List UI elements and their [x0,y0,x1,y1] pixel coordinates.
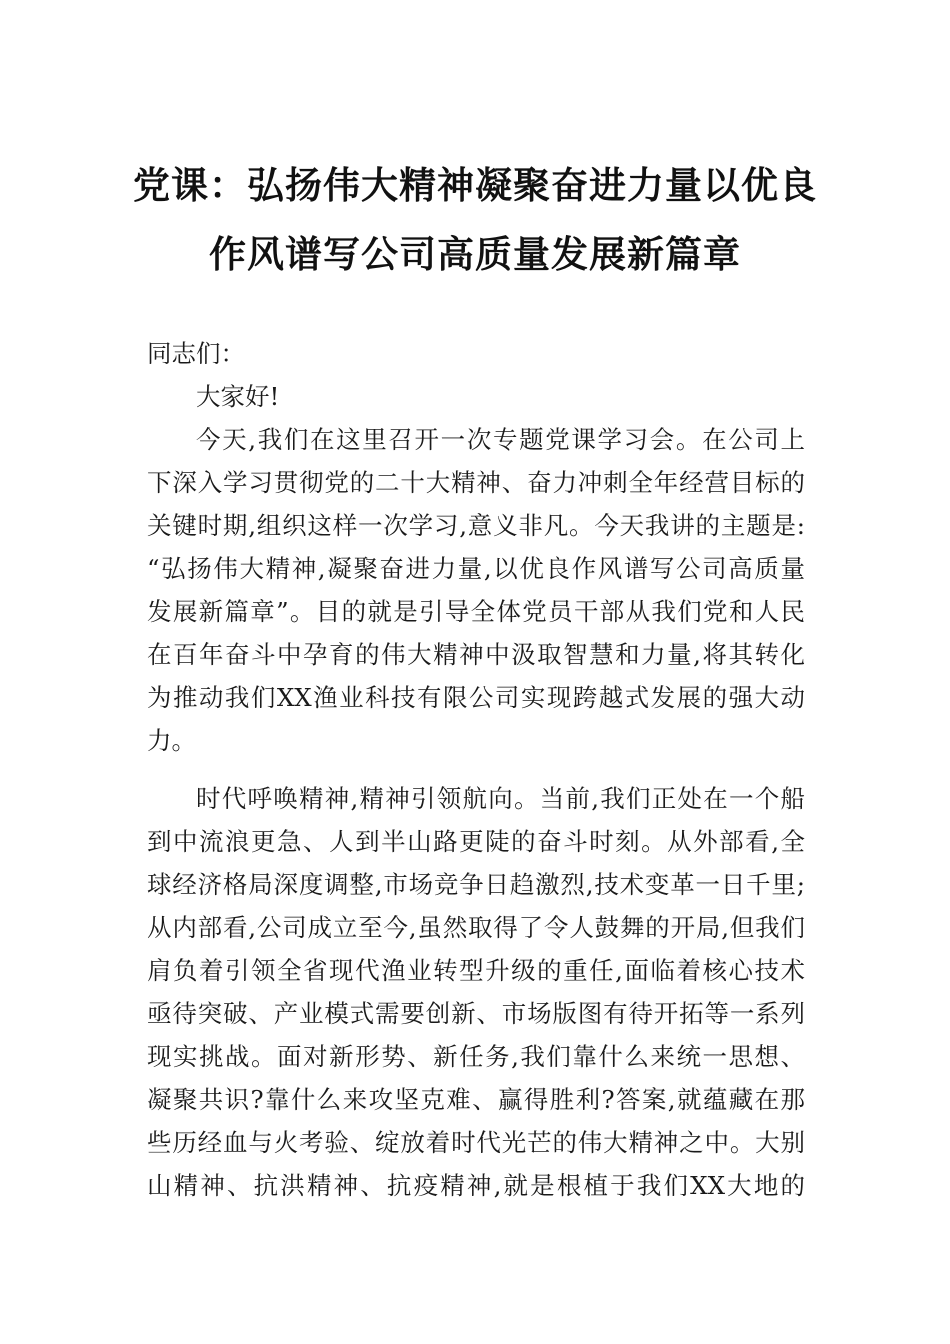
paragraph-2-line: 从内部看,公司成立至今,虽然取得了令人鼓舞的开局,但我们 [147,913,805,942]
paragraph-2-line: 现实挑战。面对新形势、新任务,我们靠什么来统一思想、 [147,1042,805,1071]
paragraph-1-line: “弘扬伟大精神,凝聚奋进力量,以优良作风谱写公司高质量 [147,554,805,583]
paragraph-2-line: 时代呼唤精神,精神引领航向。当前,我们正处在一个船 [196,784,805,813]
paragraph-1-line: 力。 [147,726,196,755]
paragraph-1-line: 为推动我们XX渔业科技有限公司实现跨越式发展的强大动 [147,683,805,712]
document-title-line-1: 党课：弘扬伟大精神凝聚奋进力量以优良 [133,163,817,207]
paragraph-2-line: 到中流浪更急、人到半山路更陡的奋斗时刻。从外部看,全 [147,827,805,856]
paragraph-2-line: 山精神、抗洪精神、抗疫精神,就是根植于我们XX大地的 [147,1171,805,1200]
paragraph-2-line: 肩负着引领全省现代渔业转型升级的重任,面临着核心技术 [147,956,805,985]
salutation: 同志们： [147,339,245,368]
paragraph-2-line: 凝聚共识?靠什么来攻坚克难、赢得胜利?答案,就蕴藏在那 [147,1085,805,1114]
paragraph-1-line: 发展新篇章”。目的就是引导全体党员干部从我们党和人民 [147,597,805,626]
document-title-line-2: 作风谱写公司高质量发展新篇章 [209,232,741,276]
paragraph-1-line: 下深入学习贯彻党的二十大精神、奋力冲刺全年经营目标的 [147,468,805,497]
paragraph-1-line: 今天,我们在这里召开一次专题党课学习会。在公司上 [196,425,805,454]
paragraph-1-line: 关键时期,组织这样一次学习,意义非凡。今天我讲的主题是: [147,511,805,540]
paragraph-2-line: 球经济格局深度调整,市场竞争日趋激烈,技术变革一日千里; [147,870,805,899]
paragraph-2-line: 亟待突破、产业模式需要创新、市场版图有待开拓等一系列 [147,999,805,1028]
paragraph-1-line: 在百年奋斗中孕育的伟大精神中汲取智慧和力量,将其转化 [147,640,805,669]
paragraph-2-line: 些历经血与火考验、绽放着时代光芒的伟大精神之中。大别 [147,1128,805,1157]
greeting: 大家好! [196,382,280,411]
